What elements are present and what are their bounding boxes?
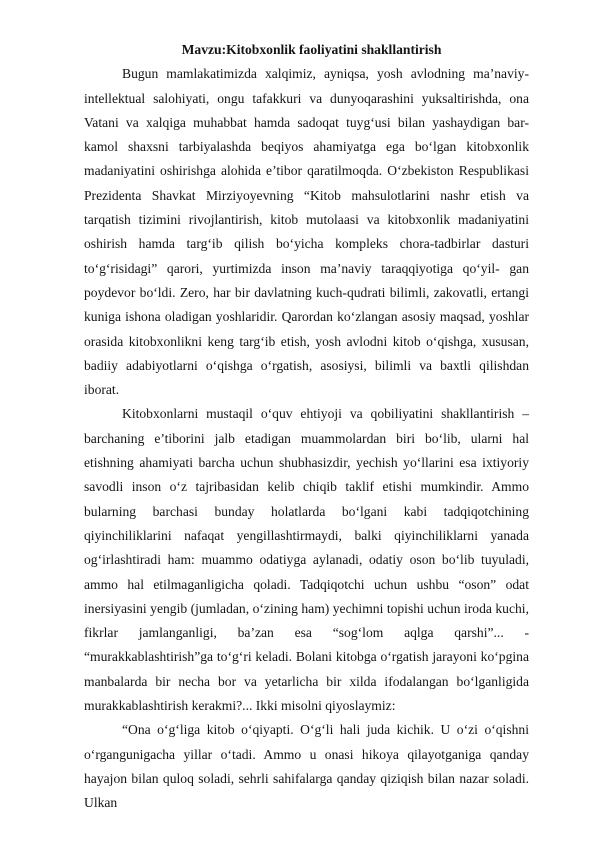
- document-page: [84, 38, 529, 816]
- document-title: Mavzu:Kitobxonlik faoliyatini shakllantirish: [181, 42, 442, 57]
- paragraph-1: Bugun mamlakatimizda xalqimiz, ayniqsa, yosh avlodning ma’naviy-intellektual salohiyati, ongu tafakkuri va dunyoqarashini yuksaltirishda, ona Vatani va xalqiga muhabbat hamda sadoqat tuyg‘usi bilan yashaydigan bar- kamol shaxsni tarbiyalashda beqiyos ahamiyatga ega bo‘lgan kitobxonlik madaniyatini oshirishga alohida e’tibor qaratilmoqda. O‘zbekiston Respublikasi Prezidenta Shavkat Mirziyoyevning “Kitob mahsulotlarini nashr etish va tarqatish tizimini rivojlantirish, kitob mutolaasi va kitobxonlik madaniyatini oshirish hamda targ‘ib qilish bo‘yicha kompleks chora-tadbirlar dasturi to‘g‘risidagi” qarori, yurtimizda inson ma’naviy taraqqiyotiga qo‘yil- gan poydevor bo‘ldi. Zero, har bir davlatning kuch-qudrati bilimli, zakovatli, ertangi kuniga ishona oladigan yoshlaridir. Qarordan ko‘zlangan asosiy maqsad, yoshlar orasida kitobxonlikni keng targ‘ib etish, yosh avlodni kitob o‘qishga, xususan, badiiy adabiyotlarni o‘qishga o‘rgatish, asosiysi, bilimli va baxtli qilishdan iborat.: [84, 66, 529, 398]
- paragraph-2: Kitobxonlarni mustaqil o‘quv ehtiyoji va qobiliyatini shakllantirish – barchaning e’tiborini jalb etadigan muammolardan biri bo‘lib, ularni hal etishning ahamiyati barcha uchun shubhasizdir, yechish yo‘llarini esa ixtiyoriy savodli inson o‘z tajribasidan kelib chiqib taklif etishi mumkindir. Ammo bularning barchasi bunday holatlarda bo‘lgani kabi tadqiqotchining qiyinchiliklarini nafaqat yengillashtirmaydi, balki qiyinchiliklarni yanada og‘irlashtiradi ham: muammo odatiyga aylanadi, odatiy oson bo‘lib tuyuladi, ammo hal etilmaganligicha qoladi. Tadqiqotchi uchun ushbu “oson” odat inersiyasini yengib (jumladan, o‘zining ham) yechimni topishi uchun iroda kuchi, fikrlar jamlanganligi, ba’zan esa “sog‘lom aqlga qarshi”... - “murakkablashtirish”ga to‘g‘ri keladi. Bolani kitobga o‘rgatish jarayoni ko‘pgina manbalarda bir necha bor va yetarlicha bir xilda ifodalangan bo‘lganligida murakkablashtirish kerakmi?... Ikki misolni qiyoslaymiz:: [84, 406, 529, 714]
- paragraph-3: “Ona o‘g‘liga kitob o‘qiyapti. O‘g‘li hali juda kichik. U o‘zi o‘qishni o‘rgangunigacha yillar o‘tadi. Ammo u onasi hikoya qilayotganiga qanday hayajon bilan quloq soladi, sehrli sahifalarga qanday qiziqish bilan nazar soladi. Ulkan: [84, 722, 529, 811]
